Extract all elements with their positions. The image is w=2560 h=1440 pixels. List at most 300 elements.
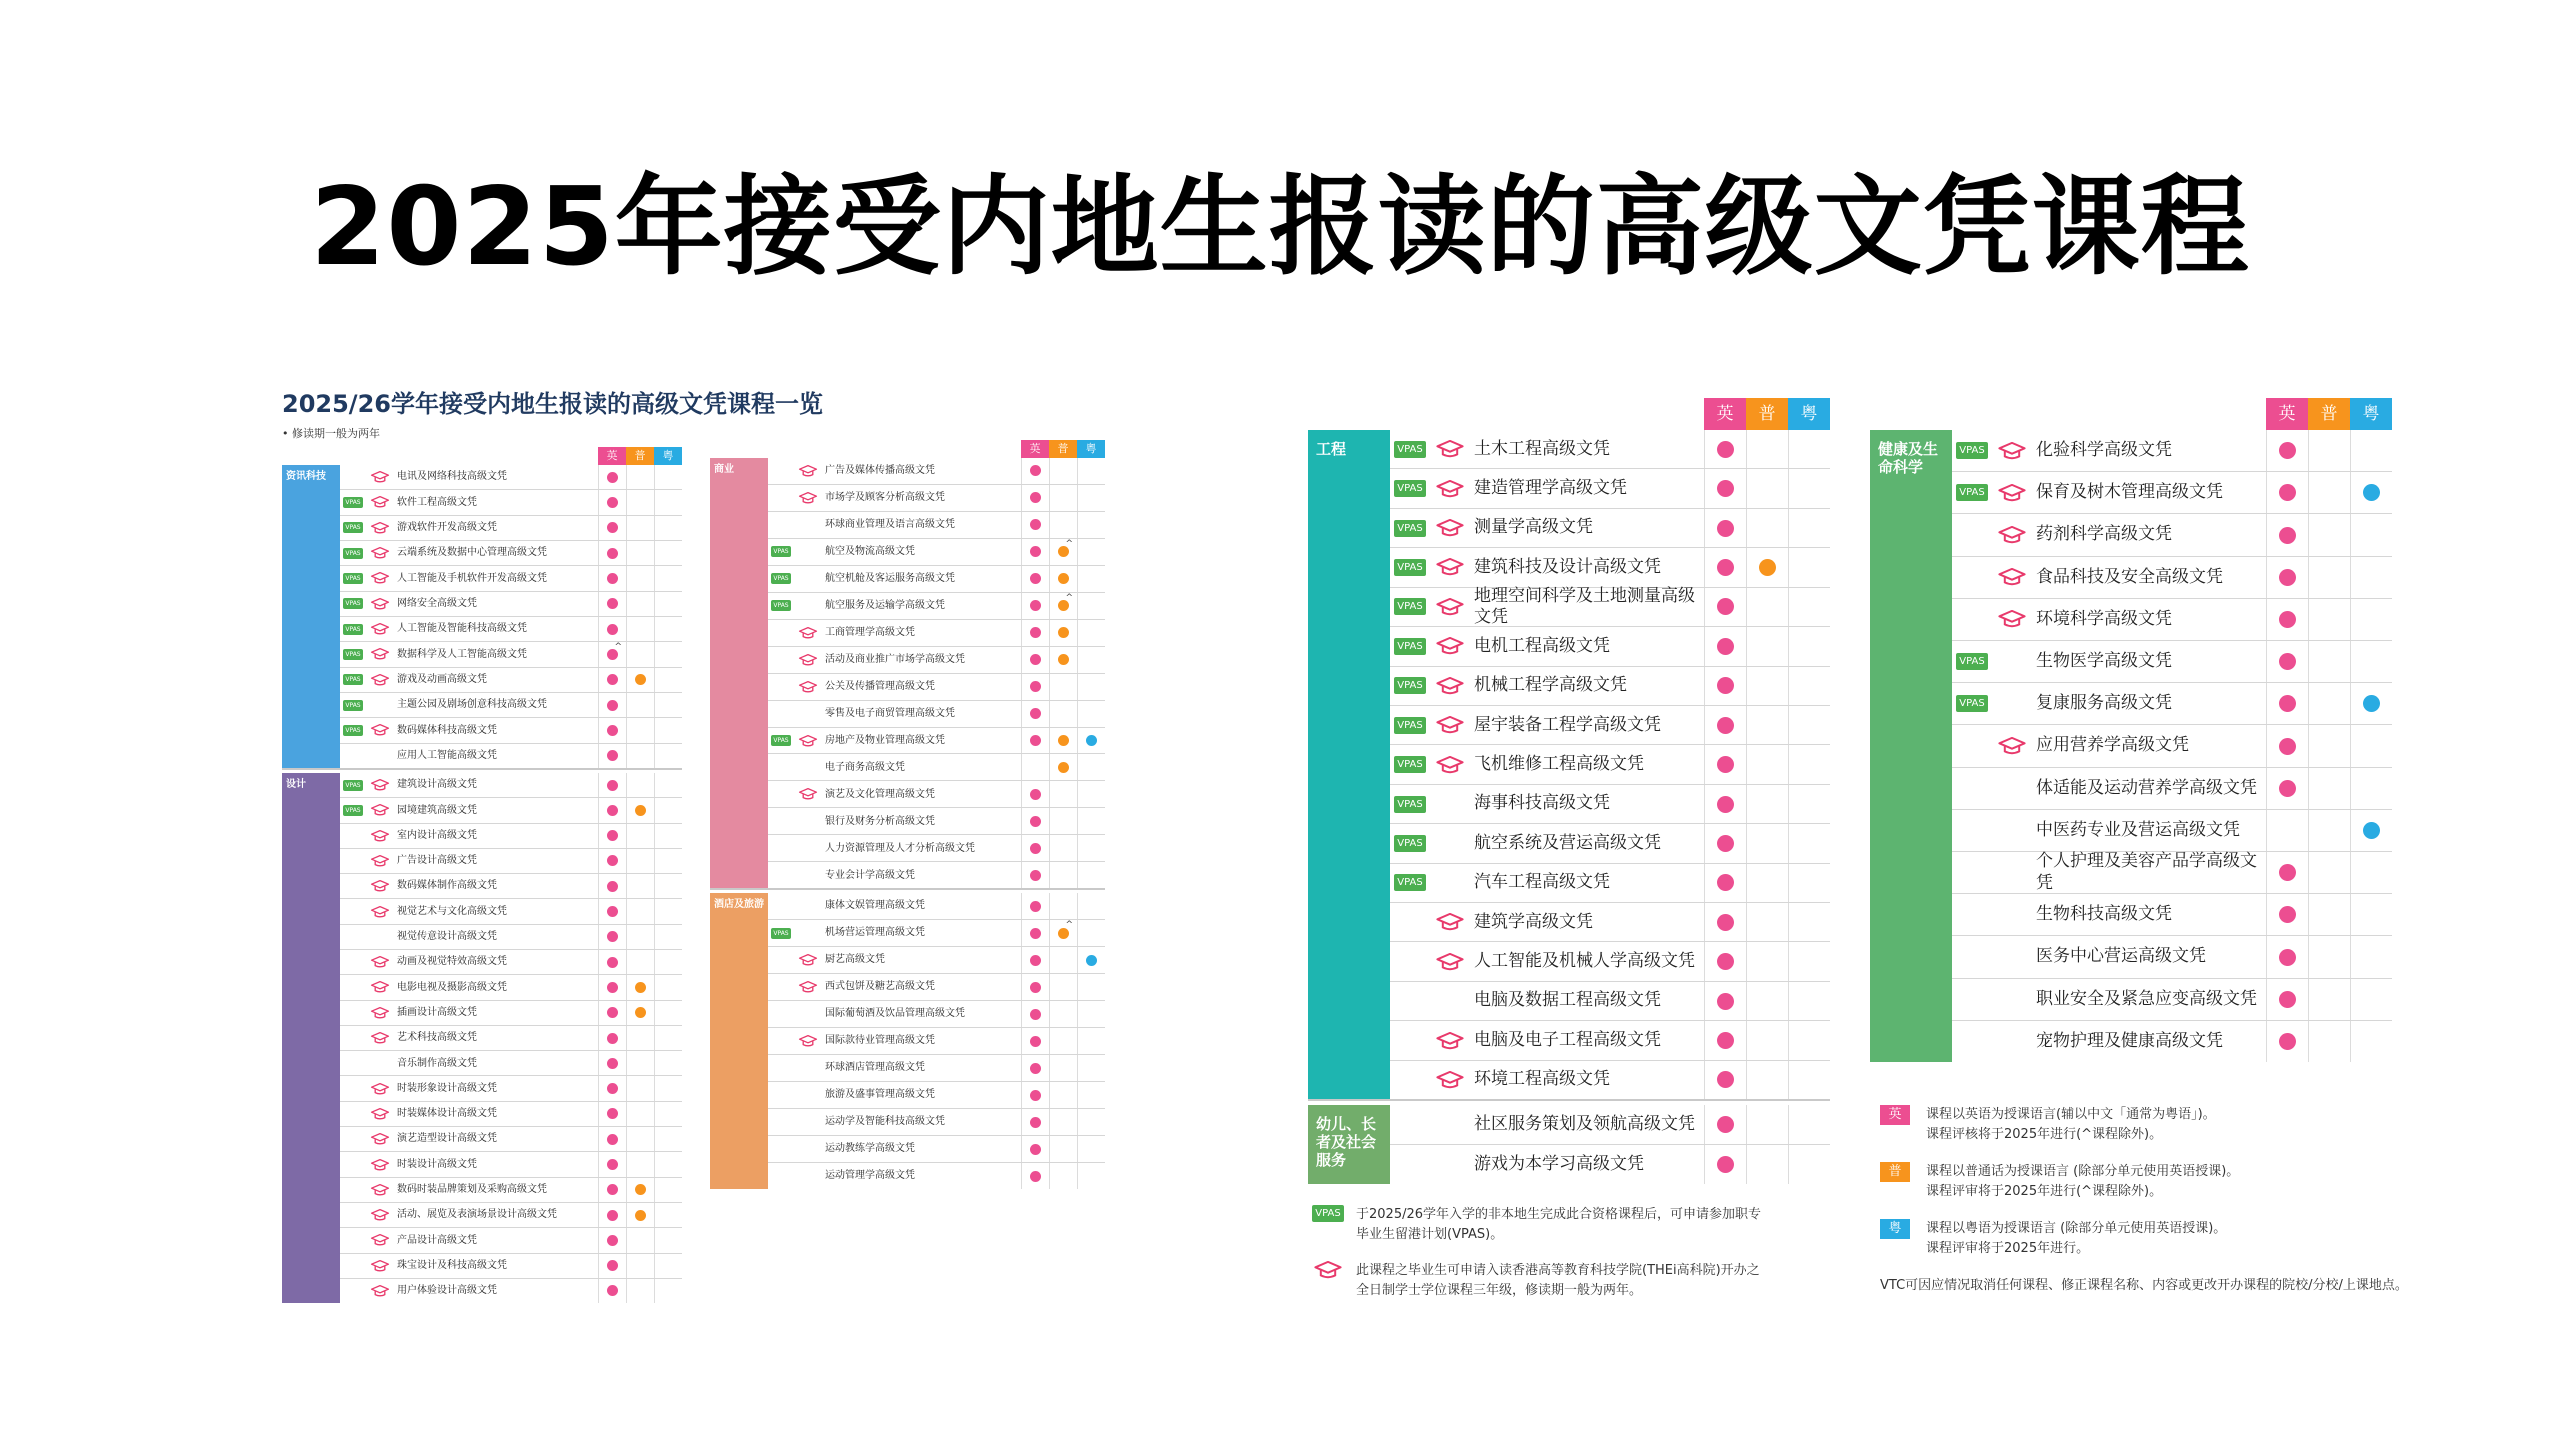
lang-cell-en xyxy=(1021,674,1049,700)
lang-dot-en xyxy=(607,1058,618,1069)
vpas-badge: VPAS xyxy=(1394,559,1425,576)
health-panel xyxy=(1870,398,2392,1066)
course-section xyxy=(1308,1105,1830,1184)
vpas-badge: VPAS xyxy=(1394,874,1425,891)
vpas-badge: VPAS xyxy=(345,625,361,633)
lang-cell-pu xyxy=(1049,1109,1077,1135)
course-row xyxy=(1952,936,2392,978)
lang-cell-yue xyxy=(2350,979,2392,1020)
lang-dot-en xyxy=(1030,901,1041,912)
course-name: 宠物护理及健康高级文凭 xyxy=(2036,1030,2223,1051)
course-row xyxy=(768,539,1105,566)
lang-cell-pu xyxy=(1049,1163,1077,1189)
lang-cell-yue xyxy=(2350,1021,2392,1062)
course-row xyxy=(1390,706,1830,745)
course-row xyxy=(340,1051,682,1076)
lang-dot-yue xyxy=(1086,735,1097,746)
lang-dot-en xyxy=(1717,835,1734,852)
lang-dot-en xyxy=(607,598,618,609)
course-name: 电脑及电子工程高级文凭 xyxy=(1474,1029,1661,1050)
lang-dot-en xyxy=(607,1235,618,1246)
lang-dot-en xyxy=(2279,864,2296,881)
vpas-badge: VPAS xyxy=(1956,484,1987,501)
course-name: 厨艺高级文凭 xyxy=(825,954,885,966)
lang-cell-pu xyxy=(626,849,654,873)
lang-cell-yue xyxy=(1077,1136,1105,1162)
lang-dot-pu xyxy=(1058,654,1069,665)
lang-cell-yue xyxy=(1788,509,1830,547)
course-name: 建筑设计高级文凭 xyxy=(397,779,477,791)
course-row xyxy=(340,1203,682,1228)
lang-cell-yue xyxy=(654,1127,682,1151)
lang-cell-en xyxy=(2266,557,2308,598)
lang-cell-en xyxy=(1021,1163,1049,1189)
graduation-cap-icon xyxy=(370,598,390,610)
course-section xyxy=(710,893,1105,1189)
course-name: 地理空间科学及土地测量高级文凭 xyxy=(1474,585,1695,627)
lang-cell-pu xyxy=(1746,588,1788,626)
vpas-badge: VPAS xyxy=(1956,442,1987,459)
header-yue: 粤 xyxy=(1077,440,1105,458)
slide-title: 2025年接受内地生报读的高级文凭课程 xyxy=(310,165,2250,290)
lang-cell-en xyxy=(1704,982,1746,1020)
cap-footnote-text: 此课程之毕业生可申请入读香港高等教育科技学院(THEi高科院)开办之 xyxy=(1356,1263,1760,1279)
course-name: 建造管理学高级文凭 xyxy=(1474,478,1627,498)
course-name: 时装形象设计高级文凭 xyxy=(397,1082,497,1094)
lang-cell-pu xyxy=(1049,1082,1077,1108)
course-name: 运动管理学高级文凭 xyxy=(825,1170,915,1182)
lang-cell-yue xyxy=(654,925,682,949)
lang-dot-en xyxy=(1717,677,1734,694)
course-name: 电脑及数据工程高级文凭 xyxy=(1474,990,1661,1011)
lang-cell-en xyxy=(598,1076,626,1100)
lang-dot-en xyxy=(2279,653,2296,670)
course-name: 环境科学高级文凭 xyxy=(2036,608,2172,629)
graduation-cap-icon xyxy=(1435,716,1465,734)
lang-dot-en xyxy=(1030,465,1041,476)
graduation-cap-icon xyxy=(1435,913,1465,931)
course-name: 电子商务高级文凭 xyxy=(825,761,905,773)
lang-cell-yue xyxy=(1077,754,1105,780)
lang-cell-pu xyxy=(626,1203,654,1227)
lang-cell-en xyxy=(1021,728,1049,754)
lang-cell-yue xyxy=(1788,824,1830,862)
course-row xyxy=(1390,982,1830,1021)
caret-mark: ^ xyxy=(1065,538,1073,549)
lang-cell-en xyxy=(598,1228,626,1252)
lang-cell-en xyxy=(2266,936,2308,977)
lang-cell-pu xyxy=(626,718,654,742)
vpas-badge: VPAS xyxy=(345,726,361,734)
graduation-cap-icon xyxy=(370,547,390,559)
lang-cell-yue xyxy=(654,1228,682,1252)
lang-cell-pu xyxy=(626,465,654,489)
graduation-cap-icon xyxy=(370,906,390,918)
course-row xyxy=(768,512,1105,539)
legend-text: 课程评审将于2025年进行(^课程除外)。 xyxy=(1926,1183,2163,1199)
lang-cell-yue xyxy=(1077,566,1105,592)
course-row xyxy=(768,1082,1105,1109)
lang-dot-en xyxy=(1030,955,1041,966)
lang-dot-en xyxy=(1030,627,1041,638)
course-section xyxy=(282,773,682,1303)
graduation-cap-icon xyxy=(1435,637,1465,655)
lang-dot-en xyxy=(2279,906,2296,923)
lang-cell-yue xyxy=(654,592,682,616)
lang-dot-en xyxy=(1030,1036,1041,1047)
course-name: 机械工程学高级文凭 xyxy=(1474,675,1627,696)
language-header xyxy=(282,447,682,465)
graduation-cap-icon xyxy=(1997,484,2027,502)
lang-cell-en xyxy=(598,798,626,822)
vpas-badge: VPAS xyxy=(1394,756,1425,773)
lang-cell-en xyxy=(598,773,626,797)
section-label: 资讯科技 xyxy=(282,465,340,768)
lang-cell-yue xyxy=(654,1026,682,1050)
lang-cell-en xyxy=(2266,641,2308,682)
lang-cell-pu xyxy=(2308,599,2350,640)
lang-dot-en xyxy=(607,906,618,917)
course-section xyxy=(1308,430,1830,1101)
lang-cell-yue xyxy=(654,1178,682,1202)
course-row xyxy=(340,744,682,768)
lang-cell-en xyxy=(1021,485,1049,511)
course-row xyxy=(340,541,682,566)
lang-cell-yue xyxy=(1077,893,1105,919)
lang-cell-yue xyxy=(2350,768,2392,809)
lang-dot-en xyxy=(1030,1144,1041,1155)
lang-dot-en xyxy=(607,674,618,685)
lang-cell-pu xyxy=(626,975,654,999)
course-row xyxy=(768,974,1105,1001)
lang-cell-yue xyxy=(654,950,682,974)
lang-cell-pu xyxy=(626,490,654,514)
course-row xyxy=(1952,852,2392,894)
lang-cell-pu xyxy=(1049,947,1077,973)
course-name: 旅游及盛事管理高级文凭 xyxy=(825,1089,935,1101)
lang-cell-yue xyxy=(654,899,682,923)
lang-dot-en xyxy=(1030,546,1041,557)
lang-cell-pu xyxy=(626,899,654,923)
lang-cell-yue xyxy=(654,874,682,898)
course-row xyxy=(340,849,682,874)
lang-cell-yue xyxy=(654,642,682,666)
caret-mark: ^ xyxy=(614,642,622,653)
section-label: 健康及生命科学 xyxy=(1870,430,1952,1062)
lang-dot-en xyxy=(1030,654,1041,665)
lang-cell-en xyxy=(1021,458,1049,484)
course-name: 国际葡萄酒及饮品管理高级文凭 xyxy=(825,1008,965,1020)
course-name: 人力资源管理及人才分析高级文凭 xyxy=(825,842,975,854)
lang-dot-en xyxy=(607,931,618,942)
course-name: 保育及树木管理高级文凭 xyxy=(2036,482,2223,503)
graduation-cap-icon xyxy=(1435,598,1465,616)
lang-cell-en xyxy=(1021,566,1049,592)
lang-dot-en xyxy=(1717,480,1734,497)
lang-cell-en xyxy=(2266,768,2308,809)
lang-cell-en xyxy=(1021,893,1049,919)
lang-cell-en xyxy=(1704,1145,1746,1184)
section-label: 工程 xyxy=(1308,430,1390,1099)
lang-cell-pu xyxy=(1049,539,1077,565)
vpas-badge: VPAS xyxy=(345,498,361,506)
lang-cell-pu xyxy=(626,824,654,848)
lang-dot-en xyxy=(1717,559,1734,576)
legend-swatch-en: 英 xyxy=(1880,1105,1910,1125)
course-name: 音乐制作高级文凭 xyxy=(397,1057,477,1069)
middle-panel xyxy=(710,440,1105,1192)
lang-cell-en xyxy=(598,975,626,999)
lang-cell-en xyxy=(1704,942,1746,980)
lang-cell-yue xyxy=(654,516,682,540)
lang-dot-pu xyxy=(635,674,646,685)
lang-dot-en xyxy=(1717,874,1734,891)
lang-cell-en xyxy=(1704,824,1746,862)
course-name: 专业会计学高级文凭 xyxy=(825,869,915,881)
lang-cell-en xyxy=(1704,509,1746,547)
lang-cell-yue xyxy=(654,1279,682,1303)
lang-cell-pu xyxy=(2308,430,2350,471)
course-section xyxy=(282,465,682,770)
lang-cell-en xyxy=(1021,1136,1049,1162)
course-name: 活动及商业推广市场学高级文凭 xyxy=(825,653,965,665)
course-row xyxy=(1390,548,1830,587)
lang-cell-yue xyxy=(1077,728,1105,754)
lang-cell-pu xyxy=(626,773,654,797)
course-row xyxy=(340,1001,682,1026)
lang-cell-en xyxy=(1704,1105,1746,1144)
lang-cell-yue xyxy=(654,849,682,873)
lang-dot-en xyxy=(2279,611,2296,628)
course-name: 建筑学高级文凭 xyxy=(1474,911,1593,932)
lang-dot-en xyxy=(607,522,618,533)
legend-text: 课程评核将于2025年进行(^课程除外)。 xyxy=(1926,1126,2163,1142)
graduation-cap-icon xyxy=(1435,953,1465,971)
lang-cell-en xyxy=(598,617,626,641)
lang-dot-pu xyxy=(635,805,646,816)
course-section xyxy=(1870,430,2392,1062)
graduation-cap-icon xyxy=(370,471,390,483)
section-label: 酒店及旅游 xyxy=(710,893,768,1189)
lang-cell-pu xyxy=(1049,893,1077,919)
course-row xyxy=(1390,1021,1830,1060)
course-name: 航空及物流高级文凭 xyxy=(825,546,915,558)
lang-dot-en xyxy=(607,1033,618,1044)
lang-cell-pu xyxy=(2308,557,2350,598)
lang-dot-en xyxy=(1030,735,1041,746)
lang-dot-en xyxy=(2279,1033,2296,1050)
header-yue: 粤 xyxy=(1788,398,1830,430)
course-name: 运动学及智能科技高级文凭 xyxy=(825,1116,945,1128)
lang-cell-en xyxy=(1021,620,1049,646)
legend-text: 课程以普通话为授课语言 (除部分单元使用英语授课)。 xyxy=(1926,1164,2240,1179)
lang-dot-en xyxy=(1717,638,1734,655)
lang-cell-en xyxy=(598,1254,626,1278)
lang-dot-pu xyxy=(1759,559,1776,576)
course-name: 生物科技高级文凭 xyxy=(2036,904,2172,925)
course-name: 屋宇装备工程学高级文凭 xyxy=(1474,714,1661,735)
course-name: 零售及电子商贸管理高级文凭 xyxy=(825,707,955,719)
lang-cell-en xyxy=(598,950,626,974)
cap-footnote xyxy=(1308,1261,1848,1301)
graduation-cap-icon xyxy=(798,654,818,666)
lang-cell-yue xyxy=(1077,947,1105,973)
graduation-cap-icon xyxy=(798,1035,818,1047)
lang-cell-yue xyxy=(654,773,682,797)
language-header xyxy=(1308,398,1830,430)
lang-cell-yue xyxy=(1788,785,1830,823)
course-name: 海事科技高级文凭 xyxy=(1474,793,1610,814)
lang-dot-en xyxy=(1717,953,1734,970)
lang-dot-en xyxy=(1030,519,1041,530)
lang-cell-en xyxy=(598,465,626,489)
course-name: 建筑科技及设计高级文凭 xyxy=(1474,556,1661,577)
course-name: 测量学高级文凭 xyxy=(1474,517,1593,538)
course-row xyxy=(1390,824,1830,863)
language-header xyxy=(1870,398,2392,430)
lang-cell-pu xyxy=(1049,485,1077,511)
section-label: 设计 xyxy=(282,773,340,1303)
lang-cell-pu xyxy=(626,874,654,898)
course-row xyxy=(1390,627,1830,666)
lang-dot-yue xyxy=(2363,695,2380,712)
graduation-cap-icon xyxy=(370,623,390,635)
caret-mark: ^ xyxy=(1065,592,1073,603)
lang-dot-en xyxy=(607,1134,618,1145)
lang-dot-en xyxy=(1030,600,1041,611)
course-name: 环境工程高级文凭 xyxy=(1474,1069,1610,1090)
footnotes xyxy=(1308,1205,1848,1318)
course-row xyxy=(340,1152,682,1177)
lang-cell-pu xyxy=(1049,862,1077,888)
graduation-cap-icon xyxy=(370,1032,390,1044)
lang-cell-yue xyxy=(654,566,682,590)
course-name: 航空系统及营运高级文凭 xyxy=(1474,832,1661,853)
lang-dot-en xyxy=(607,1159,618,1170)
lang-dot-en xyxy=(607,982,618,993)
lang-dot-en xyxy=(1717,756,1734,773)
lang-cell-pu xyxy=(1049,458,1077,484)
lang-cell-en xyxy=(1021,920,1049,946)
lang-cell-yue xyxy=(1077,674,1105,700)
course-name: 航空服务及运输学高级文凭 xyxy=(825,599,945,611)
course-row xyxy=(768,920,1105,947)
lang-dot-pu xyxy=(635,1007,646,1018)
lang-cell-yue xyxy=(1077,1082,1105,1108)
header-en: 英 xyxy=(1704,398,1746,430)
lang-dot-en xyxy=(1717,796,1734,813)
course-name: 药剂科学高级文凭 xyxy=(2036,524,2172,545)
header-en: 英 xyxy=(2266,398,2308,430)
cap-footnote-text: 全日制学士学位课程三年级，修读期一般为两年。 xyxy=(1356,1283,1643,1299)
course-name: 园境建筑高级文凭 xyxy=(397,804,477,816)
lang-cell-pu xyxy=(626,950,654,974)
lang-cell-pu xyxy=(626,744,654,768)
course-row xyxy=(340,718,682,743)
lang-dot-en xyxy=(1030,789,1041,800)
lang-cell-pu xyxy=(1746,1145,1788,1184)
lang-cell-en xyxy=(598,566,626,590)
course-name: 网络安全高级文凭 xyxy=(397,598,477,610)
course-name: 游戏为本学习高级文凭 xyxy=(1474,1153,1644,1174)
lang-cell-en xyxy=(598,899,626,923)
graduation-cap-icon xyxy=(1435,519,1465,537)
lang-cell-yue xyxy=(1077,647,1105,673)
course-row xyxy=(768,1001,1105,1028)
lang-cell-pu xyxy=(1746,1061,1788,1099)
lang-cell-yue xyxy=(1077,539,1105,565)
lang-cell-yue xyxy=(1077,781,1105,807)
lang-cell-en xyxy=(598,849,626,873)
lang-cell-yue xyxy=(654,1051,682,1075)
lang-cell-yue xyxy=(654,668,682,692)
lang-cell-yue xyxy=(1077,808,1105,834)
lang-cell-pu xyxy=(1746,627,1788,665)
course-name: 航空机舱及客运服务高级文凭 xyxy=(825,573,955,585)
course-row xyxy=(1952,557,2392,599)
language-legend xyxy=(1880,1105,2440,1296)
graduation-cap-icon xyxy=(370,496,390,508)
course-row xyxy=(768,458,1105,485)
lang-cell-pu xyxy=(1049,674,1077,700)
graduation-cap-icon xyxy=(370,1184,390,1196)
course-row xyxy=(1390,785,1830,824)
course-name: 游戏及动画高级文凭 xyxy=(397,674,487,686)
course-row xyxy=(1952,514,2392,556)
course-name: 插画设计高级文凭 xyxy=(397,1006,477,1018)
course-name: 电影电视及摄影高级文凭 xyxy=(397,981,507,993)
vpas-badge: VPAS xyxy=(1394,677,1425,694)
course-row xyxy=(768,862,1105,888)
graduation-cap-icon xyxy=(798,465,818,477)
course-row xyxy=(768,485,1105,512)
lang-cell-en xyxy=(1021,512,1049,538)
graduation-cap-icon xyxy=(370,1108,390,1120)
course-name: 银行及财务分析高级文凭 xyxy=(825,815,935,827)
lang-cell-en xyxy=(598,1127,626,1151)
lang-dot-en xyxy=(1717,520,1734,537)
lang-dot-en xyxy=(1030,492,1041,503)
graduation-cap-icon xyxy=(1435,1071,1465,1089)
course-row xyxy=(340,465,682,490)
lang-dot-en xyxy=(1030,708,1041,719)
lang-cell-yue xyxy=(1077,485,1105,511)
course-name: 广告及媒体传播高级文凭 xyxy=(825,465,935,477)
lang-cell-yue xyxy=(1077,862,1105,888)
course-name: 广告设计高级文凭 xyxy=(397,855,477,867)
lang-cell-yue xyxy=(1077,1109,1105,1135)
vpas-badge: VPAS xyxy=(1394,717,1425,734)
lang-cell-yue xyxy=(1077,1001,1105,1027)
lang-cell-pu xyxy=(1049,974,1077,1000)
course-row xyxy=(340,592,682,617)
lang-cell-pu xyxy=(1746,982,1788,1020)
course-name: 数码时装品牌策划及采购高级文凭 xyxy=(397,1184,547,1196)
course-section xyxy=(710,458,1105,890)
course-row xyxy=(1952,810,2392,852)
header-en: 英 xyxy=(598,447,626,465)
vpas-badge: VPAS xyxy=(345,574,361,582)
graduation-cap-icon xyxy=(1435,1032,1465,1050)
lang-dot-pu xyxy=(635,1210,646,1221)
course-row xyxy=(340,874,682,899)
lang-cell-en xyxy=(2266,1021,2308,1062)
lang-cell-en xyxy=(1021,1055,1049,1081)
legend-swatch-yue: 粤 xyxy=(1880,1219,1910,1239)
lang-cell-pu xyxy=(1049,1055,1077,1081)
course-name: 工商管理学高级文凭 xyxy=(825,626,915,638)
graduation-cap-icon xyxy=(798,735,818,747)
